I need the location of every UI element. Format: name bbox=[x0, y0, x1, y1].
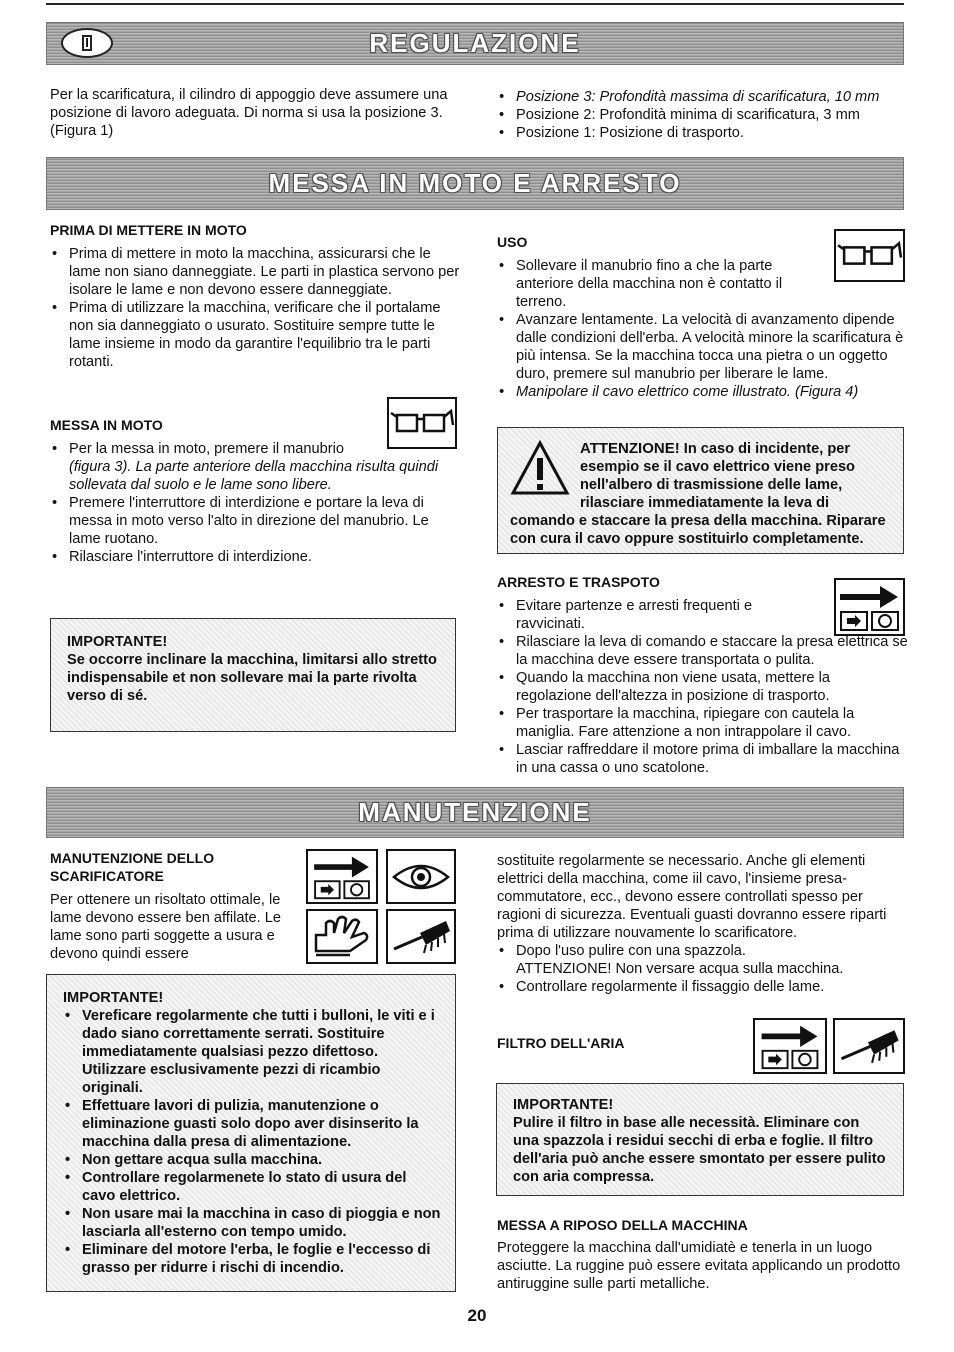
page-number: 20 bbox=[467, 1306, 487, 1325]
list-item: • Vereficare regolarmente che tutti i bulloni, le viti e i dado siano correttamente serrati. Sostituire immediatamente qualsiasi pezzo difettoso. Utilizzare esclusivamente pezzi di ricambio originali. bbox=[63, 1007, 441, 1097]
list-item bbox=[50, 440, 462, 494]
section-heading: MANUTENZIONE DELLO SCARIFICATORE bbox=[50, 850, 215, 884]
item-text: Per la messa in moto, premere il manubrio bbox=[69, 441, 344, 457]
section-heading: USO bbox=[497, 234, 528, 250]
item-text: (figura 3). La parte anteriore della macchina risulta quindi sollevata dal suolo e le lame sono libere. bbox=[69, 459, 439, 493]
list-item: • Rilasciare l'interruttore di interdizione. bbox=[50, 548, 462, 566]
brush-icon bbox=[833, 1018, 905, 1074]
filtro-heading-block bbox=[497, 1034, 737, 1052]
section-band-regulazione bbox=[46, 22, 904, 65]
brush-icon bbox=[386, 909, 456, 964]
list-item: • Rilasciare la leva di comando e staccare la presa elettrica se la macchina deve essere transportata o pulita. bbox=[497, 633, 909, 669]
glove-icon bbox=[306, 909, 378, 964]
intro-text: Per la scarificatura, il cilindro di appoggio deve assumere una posizione di lavoro adeguata. Di norma si usa la posizione 3. (Figura 1) bbox=[50, 87, 448, 139]
section-title: MESSA IN MOTO E ARRESTO bbox=[268, 168, 682, 198]
list-item: • Avanzare lentamente. La velocità di avanzamento dipende dalle condizioni dell'erba. A velocità minore la scarificatura è più intensa. Se la macchina tocca una pietra o un oggetto duro, premere sul manubrio per liberare le lame. bbox=[497, 311, 909, 383]
list-item: • Effettuare lavori di pulizia, manutenzione o eliminazione guasti solo dopo aver disinserito la macchina dalla presa di alimentazione. bbox=[63, 1097, 441, 1151]
section-heading: FILTRO DELL'ARIA bbox=[497, 1035, 625, 1051]
list-item: • Manipolare il cavo elettrico come illustrato. (Figura 4) bbox=[497, 383, 909, 401]
list-item: • Premere l'interruttore di interdizione e portare la leva di messa in moto verso l'alto in direzione del manubrio. Le lame ruotano. bbox=[50, 494, 462, 548]
list-item: • Evitare partenze e arresti frequenti e ravvicinati. bbox=[497, 597, 909, 633]
riposo-section bbox=[497, 1216, 907, 1293]
list-item: • Controllare regolarmente il fissaggio delle lame. bbox=[497, 978, 907, 996]
list-item: • Posizione 1: Posizione di trasporto. bbox=[497, 124, 909, 142]
regulazione-positions bbox=[497, 88, 909, 142]
important-text: Se occorre inclinare la macchina, limitarsi allo stretto indispensabile et non sollevare mai la parte rivolta verso di sé. bbox=[67, 652, 437, 704]
language-code: I bbox=[82, 35, 92, 51]
item-note: ATTENZIONE! Non versare acqua sulla macchina. bbox=[516, 961, 844, 977]
arresto-section bbox=[497, 573, 909, 777]
important-title: IMPORTANTE! bbox=[67, 634, 168, 650]
regulazione-intro bbox=[50, 86, 455, 140]
uso-section bbox=[497, 233, 909, 401]
item-text: Dopo l'uso pulire con una spazzola. bbox=[516, 943, 746, 959]
list-item: • Quando la macchina non viene usata, mettere la regolazione dell'altezza in posizione di trasporto. bbox=[497, 669, 909, 705]
important-text: Pulire il filtro in base alle necessità. Eliminare con una spazzola i residui secchi di erba e foglie. Il filtro dell'aria può anche essere smontato per essere pulito con aria compressa. bbox=[513, 1115, 886, 1185]
list-item bbox=[497, 942, 907, 978]
list-item bbox=[497, 257, 909, 311]
list-item: • Prima di utilizzare la macchina, verificare che il portalame non sia danneggiato o usurato. Sostituire sempre tutte le lame insieme in modo da garantire l'equilibrio tra le parti rotanti. bbox=[50, 299, 462, 371]
important-title: IMPORTANTE! bbox=[63, 990, 164, 1006]
warning-icon bbox=[510, 440, 572, 498]
section-title: REGULAZIONE bbox=[369, 28, 581, 58]
list-item: • Eliminare del motore l'erba, le foglie e l'eccesso di grasso per ridurre i rischi di incendio. bbox=[63, 1241, 441, 1277]
list-item: • Posizione 3: Profondità massima di scarificatura, 10 mm bbox=[497, 88, 909, 106]
list-item: • Posizione 2: Profondità minima di scarificatura, 3 mm bbox=[497, 106, 909, 124]
manutenzione-section bbox=[50, 849, 300, 963]
section-band-manutenzione bbox=[46, 787, 904, 838]
language-badge bbox=[61, 28, 113, 58]
section-heading: ARRESTO E TRASPOTO bbox=[497, 574, 660, 590]
body-text: Proteggere la macchina dall'umidiatè e tenerla in un luogo asciutte. La ruggine può essere evitata applicando un prodotto antiruggine sulle parti metalliche. bbox=[497, 1240, 901, 1292]
top-rule bbox=[46, 3, 904, 5]
important-box-maintenance bbox=[46, 974, 456, 1292]
list-item: • Controllare regolarmenete lo stato di usura del cavo elettrico. bbox=[63, 1169, 441, 1205]
messa-in-moto-section bbox=[50, 416, 462, 566]
important-box-filter bbox=[496, 1083, 904, 1196]
list-item: • Lasciar raffreddare il motore prima di imballare la macchina in una cassa o uno scatolone. bbox=[497, 741, 909, 777]
warning-text: In caso di incidente, per esempio se il cavo elettrico viene preso nell'albero di trasmissione delle lame, rilasciare immediatamente la leva di comando e staccare la presa della macchina. Riparare con cura il cavo oppure sostituirlo completamente. bbox=[510, 441, 886, 547]
prima-section bbox=[50, 221, 462, 371]
important-box-tilt bbox=[50, 618, 456, 732]
important-title: IMPORTANTE! bbox=[513, 1097, 614, 1113]
warning-box bbox=[497, 427, 904, 554]
section-band-messa-in-moto bbox=[46, 157, 904, 210]
list-item: • Non usare mai la macchina in caso di pioggia e non lasciarla all'esterno con tempo umido. bbox=[63, 1205, 441, 1241]
intro-text: Per ottenere un risoltato ottimale, le lame devono essere ben affilate. Le lame sono parti soggette a usura e devono quindi essere bbox=[50, 892, 281, 962]
section-heading: PRIMA DI METTERE IN MOTO bbox=[50, 222, 247, 238]
section-title: MANUTENZIONE bbox=[358, 797, 592, 827]
item-text: Sollevare il manubrio fino a che la parte anteriore della macchina non è contatto il terreno. bbox=[516, 258, 783, 310]
list-item: • Prima di mettere in moto la macchina, assicurarsi che le lame non siano danneggiate. Le parti in plastica servono per isolare le lame e non devono essere danneggiate. bbox=[50, 245, 462, 299]
section-heading: MESSA IN MOTO bbox=[50, 417, 163, 433]
body-text: sostituite regolarmente se necessario. Anche gli elementi elettrici della macchina, come iil cavo, l'insieme presa-commutatore, ecc., devono essere controllati spesso per ragioni di sicurezza. Eventuali guasti dovranno essere riparti prima di utilizzare nouvamente lo scarificatore. bbox=[497, 853, 887, 941]
section-heading: MESSA A RIPOSO DELLA MACCHINA bbox=[497, 1217, 748, 1233]
unplug-icon bbox=[753, 1018, 827, 1074]
eye-icon bbox=[386, 849, 456, 904]
list-item: • Per trasportare la macchina, ripiegare con cautela la maniglia. Fare attenzione a non intrappolare il cavo. bbox=[497, 705, 909, 741]
list-item: • Non gettare acqua sulla macchina. bbox=[63, 1151, 441, 1169]
unplug-icon bbox=[306, 849, 378, 904]
warning-title: ATTENZIONE! bbox=[580, 440, 680, 457]
manutenzione-continued bbox=[497, 852, 907, 996]
